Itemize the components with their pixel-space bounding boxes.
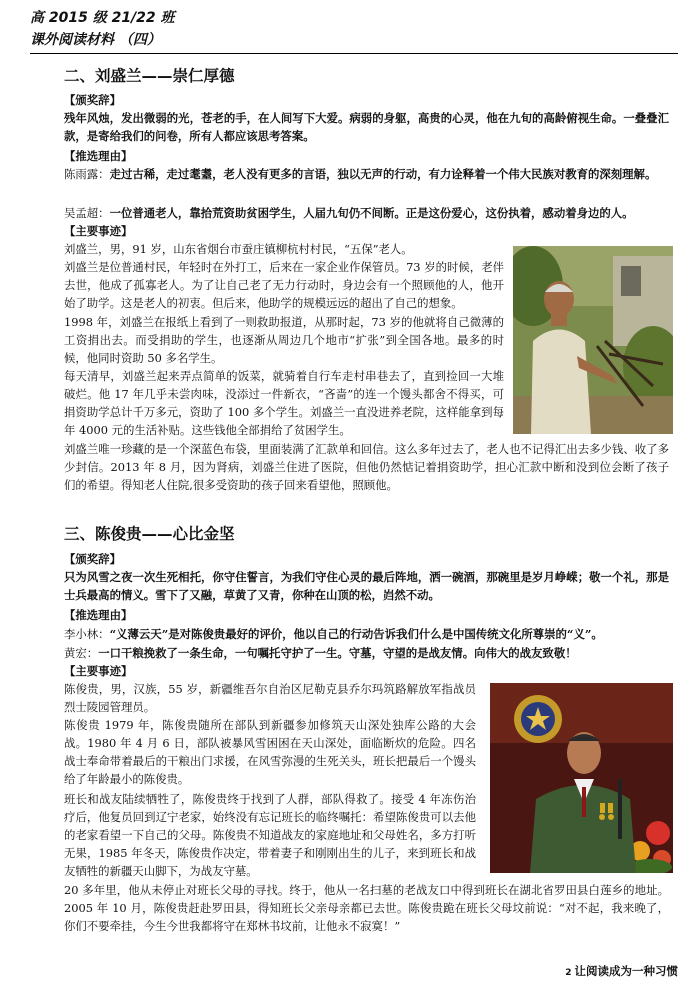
- page-number: 2: [565, 968, 572, 978]
- section2-reason2-name: 吴孟超：: [64, 206, 110, 220]
- section3-reason2-text: 一口干粮挽救了一条生命，一句嘱托守护了一生。守墓，守望的是战友情。向伟大的战友致敬！: [98, 646, 577, 660]
- section3-reason1-text: “义薄云天”是对陈俊贵最好的评价，他以自己的行动告诉我们什么是中国传统文化所尊崇的“义”。: [109, 627, 603, 641]
- section2-award-text: 残年风烛，发出微弱的光，苍老的手，在人间写下大爱。病弱的身躯，高贵的心灵，他在九旬的高龄俯视生命。一叠叠汇款，是寄给我们的问卷，所有人都应该思考答案。: [64, 111, 669, 143]
- section3-title: 三、陈俊贵——心比金坚: [64, 525, 235, 543]
- chen-jungui-photo-art: [490, 683, 673, 873]
- section3-deed-paragraph: 陈俊贵，男，汉族，55 岁，新疆维吾尔自治区尼勒克县乔尔玛筑路解放军指战员烈士陵园管理员。: [64, 682, 476, 714]
- section2-deed-paragraph: 刘盛兰唯一珍藏的是一个深蓝色布袋，里面装满了汇款单和回信。这么多年过去了，老人也不记得汇出去多少钱、收了多少封信。2013 年 8 月，因为肾病，刘盛兰住进了医院，但他仍然惦记着捐资助学，担心汇款中断和没到位会断了孩子们的希望。得知老人住院,很多受资助的孩子回来看望他，照顾他。: [64, 442, 669, 492]
- material-header: 课外阅读材料 （四）: [30, 32, 161, 48]
- section3-reason2: [64, 644, 669, 662]
- section2-title: 二、刘盛兰——崇仁厚德: [64, 67, 235, 85]
- chen-jungui-photo: [490, 683, 673, 873]
- liu-shenglan-photo: [513, 246, 673, 434]
- section2-deed-paragraph: 刘盛兰是位普通村民，年轻时在外打工，后来在一家企业作保管员。73 岁的时候，老伴去世，他成了孤寡老人。为了让自己老了无力行动时，身边会有一个照顾他的人，他开始了助学。这是老人的初衷。但后来，他助学的规模远远的超出了自己的想象。: [64, 260, 504, 310]
- section2-reason-label: 【推选理由】: [64, 149, 133, 163]
- section3-reason2-name: 黄宏：: [64, 646, 99, 660]
- section3-award-label: 【颁奖辞】: [64, 552, 121, 566]
- section2-reason2: [64, 204, 669, 222]
- section2-deed-paragraph: 每天清早，刘盛兰起来弄点简单的饭菜，就骑着自行车走村串巷去了，直到捡回一大堆破烂。他 17 年几乎未尝肉味，没添过一件新衣，“吝啬”的连一个馒头都舍不得买，可捐资助学总计千万多元，资助了 100 多个学生。刘盛兰一直没进养老院，这样能拿到每年 4000 元的生活补贴。这些钱他全部捐给了贫困学生。: [64, 369, 504, 437]
- section3-deed-paragraph: 20 多年里，他从未停止对班长父母的寻找。终于，他从一名扫墓的老战友口中得到班长在湖北省罗田县白莲乡的地址。2005 年 10 月，陈俊贵赶赴罗田县，得知班长父亲母亲都已去世。陈俊贵跪在班长父母坟前说：“对不起，我来晚了，你们不要牵挂，今生今世我都将守在郑林书坟前，让他永不寂寞！”: [64, 883, 669, 933]
- section2-reason1: [64, 165, 669, 183]
- section3-award-text: 只为风雪之夜一次生死相托，你守住誓言，为我们守住心灵的最后阵地，洒一碗酒，那碗里是岁月峥嵘；敬一个礼，那是士兵最高的情义。雪下了又融，草黄了又青，你种在山顶的松，岿然不动。: [64, 570, 669, 602]
- section2-deed-paragraph: 1998 年，刘盛兰在报纸上看到了一则救助报道，从那时起，73 岁的他就将自己微薄的工资捐出去。而受捐助的学生，也逐渐从周边几个地市“扩张”到全国各地。最多的时候，他同时资助 50 多名学生。: [64, 315, 504, 365]
- section2-award-label: 【颁奖辞】: [64, 93, 121, 107]
- section2-deed-paragraph: 刘盛兰，男，91 岁，山东省烟台市蚕庄镇柳杭村村民，“五保”老人。: [64, 242, 413, 256]
- section3-reason1-name: 李小林：: [64, 627, 110, 641]
- section2-reason1-name: 陈雨露：: [64, 167, 110, 181]
- section2-reason2-text: 一位普通老人，靠拾荒资助贫困学生，人届九旬仍不间断。正是这份爱心，这份执着，感动着身边的人。: [109, 206, 634, 220]
- class-header: 高 2015 级 21/22 班: [30, 10, 175, 26]
- section3-deed-paragraph: 陈俊贵 1979 年，陈俊贵随所在部队到新疆参加修筑天山深处独库公路的大会战。1980 年 4 月 6 日，部队被暴风雪困困在天山深处，面临断炊的危险。四名战士奉命带着最后的干粮出门求援，在风雪弥漫的生死关头，班长把最后一个馒头给了年龄最小的陈俊贵。: [64, 718, 476, 786]
- liu-shenglan-photo-art: [513, 246, 673, 434]
- section3-deeds-label: 【主要事迹】: [64, 664, 133, 678]
- header-divider: [30, 53, 678, 54]
- section3-reason-label: 【推选理由】: [64, 608, 133, 622]
- section2-deeds-label: 【主要事迹】: [64, 224, 133, 238]
- section2-reason1-text: 走过古稀，走过耄耋，老人没有更多的言语，独以无声的行动，有力诠释着一个伟大民族对教育的深刻理解。: [109, 167, 657, 181]
- footer-slogan: 让阅读成为一种习惯: [574, 964, 678, 978]
- page-footer: [565, 963, 678, 979]
- section3-deed-paragraph: 班长和战友陆续牺牲了，陈俊贵终于找到了人群，部队得救了。接受 4 年冻伤治疗后，他复员回到辽宁老家，始终没有忘记班长的临终嘱托：希望陈俊贵可以去他的老家看望一下自己的父母。陈俊贵不知道战友的家庭地址和父母姓名，多方打听无果，1985 年冬天，陈俊贵作决定，带着妻子和刚刚出生的儿子，来到班长和战友牺牲的新疆天山脚下，为战友守墓。: [64, 792, 476, 878]
- section3-reason1: [64, 625, 669, 643]
